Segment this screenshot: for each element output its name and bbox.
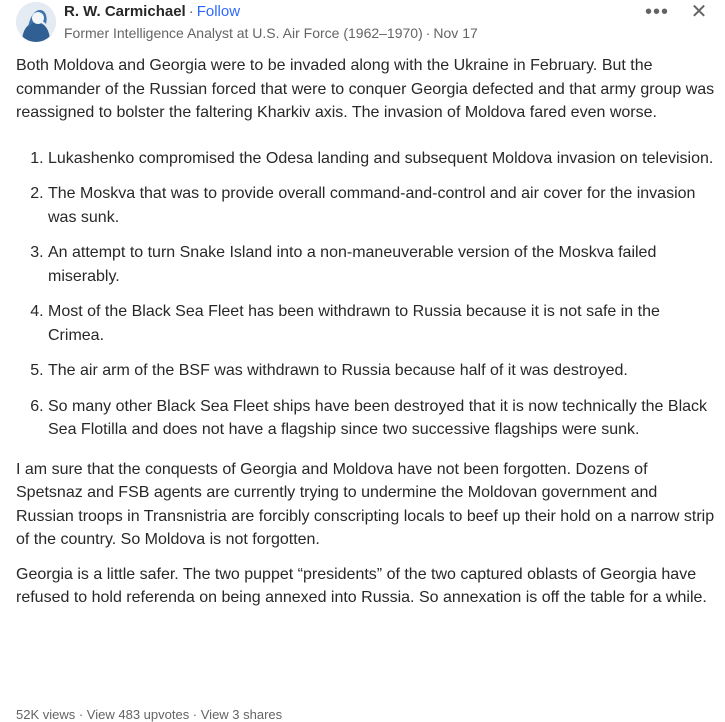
post-header	[16, 0, 725, 46]
author-name[interactable]: R. W. Carmichael	[64, 3, 186, 20]
author-avatar[interactable]	[16, 2, 56, 42]
post-content	[16, 54, 716, 610]
paragraph-3: Georgia is a little safer. The two puppet “presidents” of the two captured oblasts of Georgia have refused to hold referenda on being annexed into Russia. So annexation is off the table for a while.	[16, 565, 707, 606]
list-item: 3. An attempt to turn Snake Island into a non-maneuverable version of the Moskva failed miserably.	[48, 241, 716, 288]
paragraph-1: Both Moldova and Georgia were to be invaded along with the Ukraine in February. But the commander of the Russian forced that were to conquer Georgia defected and that army group was reassigned to bolster the faltering Kharkiv axis. The invasion of Moldova fared even worse.	[16, 57, 715, 121]
post-stats[interactable]: 52K views · View 483 upvotes · View 3 shares	[16, 707, 283, 722]
more-options-button[interactable]	[645, 2, 669, 22]
list-item: 4. Most of the Black Sea Fleet has been withdrawn to Russia because it is not safe in the Crimea.	[48, 300, 716, 347]
close-button[interactable]	[689, 2, 709, 22]
paragraph-2: I am sure that the conquests of Georgia and Moldova have not been forgotten. Dozens of Spetsnaz and FSB agents are currently trying to undermine the Moldovan government and Russian troops in Transnistria are forcibly conscripting locals to beef up their hold on a narrow strip of the country. So Moldova is not forgotten.	[16, 460, 715, 548]
avatar-image-icon	[16, 2, 56, 42]
post-date[interactable]: Nov 17	[433, 25, 478, 41]
credential-text[interactable]: Former Intelligence Analyst at U.S. Air Force (1962–1970)	[64, 25, 423, 41]
more-dots-icon: •••	[645, 1, 670, 23]
list-item: 5. The air arm of the BSF was withdrawn to Russia because half of it was destroyed.	[48, 359, 716, 383]
numbered-list	[16, 147, 716, 442]
separator-dot: ·	[188, 3, 194, 20]
author-credential	[64, 25, 478, 41]
author-line	[64, 3, 240, 20]
close-icon: ✕	[690, 1, 708, 23]
follow-button[interactable]: Follow	[196, 3, 241, 20]
separator-dot: ·	[425, 25, 431, 41]
list-item: 6. So many other Black Sea Fleet ships have been destroyed that it is now technically the Black Sea Flotilla and does not have a flagship since two successive flagships were sunk.	[48, 395, 716, 442]
list-item: 1. Lukashenko compromised the Odesa landing and subsequent Moldova invasion on television.	[48, 147, 716, 171]
list-item: 2. The Moskva that was to provide overall command-and-control and air cover for the invasion was sunk.	[48, 182, 716, 229]
